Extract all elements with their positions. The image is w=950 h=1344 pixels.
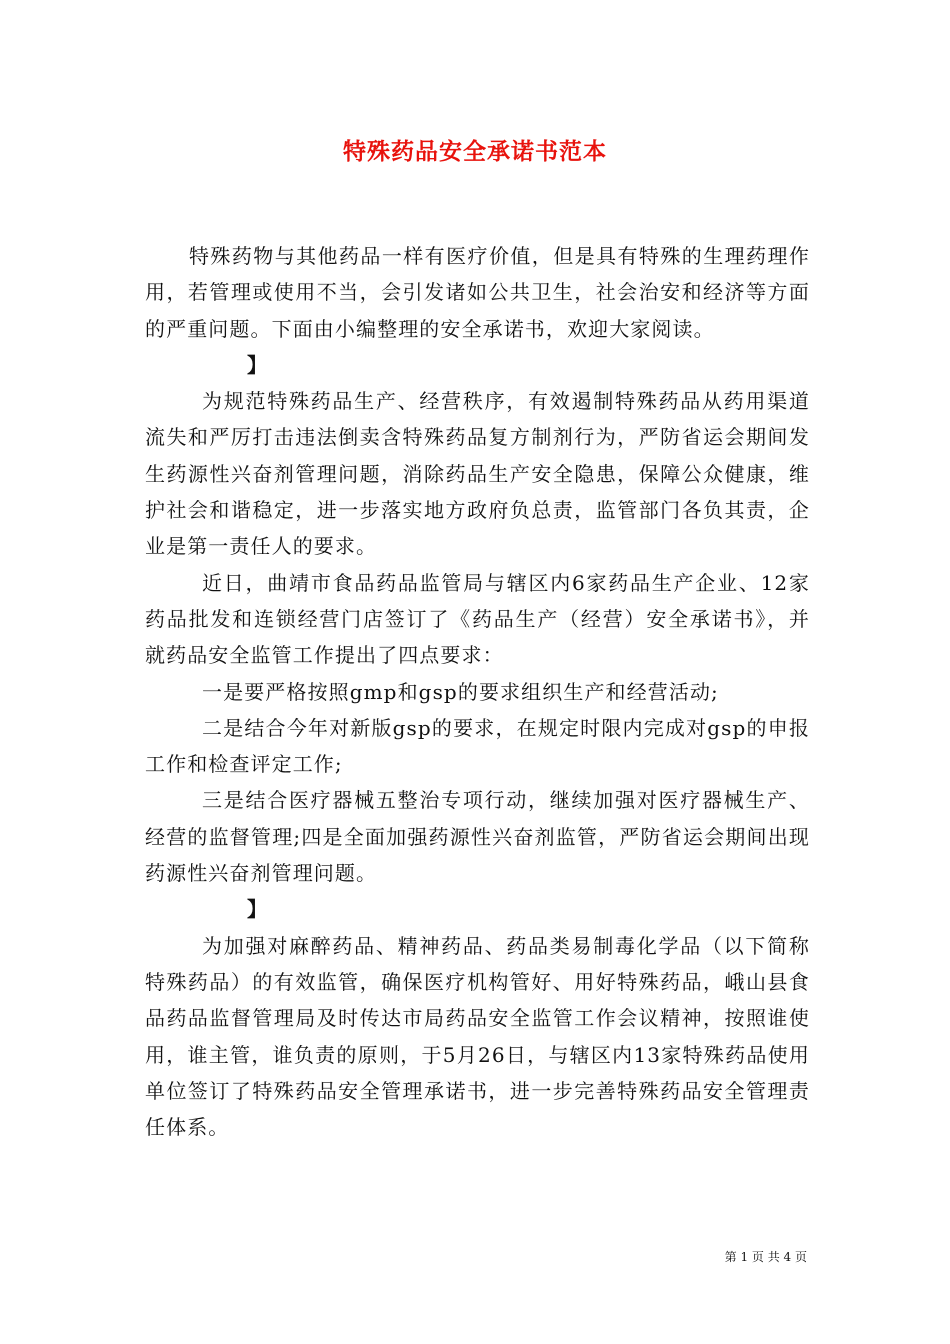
section2-paragraph-1: 为加强对麻醉药品、精神药品、药品类易制毒化学品（以下简称特殊药品）的有效监管，确保医疗机构管好、用好特殊药品，峨山县食品药品监督管理局及时传达市局药品安全监管工作会议精神，按照谁使用，谁主管，谁负责的原则，于5月26日，与辖区内13家特殊药品使用单位签订了特殊药品安全管理承诺书，进一步完善特殊药品安全管理责任体系。: [145, 933, 810, 1140]
section1-paragraph-5: 三是结合医疗器械五整治专项行动，继续加强对医疗器械生产、经营的监督管理;四是全面加强药源性兴奋剂监管，严防省运会期间出现药源性兴奋剂管理问题。: [145, 788, 810, 886]
document-title: 特殊药品安全承诺书范本: [343, 138, 607, 165]
section-marker: 】: [247, 897, 269, 922]
document-body: [145, 238, 810, 1145]
section1-paragraph-3: 一是要严格按照gmp和gsp的要求组织生产和经营活动;: [202, 679, 719, 704]
section-marker: 】: [247, 352, 269, 377]
page-number: 第 1 页 共 4 页: [724, 1250, 807, 1264]
section1-paragraph-4: 二是结合今年对新版gsp的要求，在规定时限内完成对gsp的申报工作和检查评定工作;: [145, 715, 810, 777]
intro-paragraph: 特殊药物与其他药品一样有医疗价值，但是具有特殊的生理药理作用，若管理或使用不当，会引发诸如公共卫生，社会治安和经济等方面的严重问题。下面由小编整理的安全承诺书，欢迎大家阅读。: [145, 244, 810, 341]
section1-paragraph-2: 近日，曲靖市食品药品监管局与辖区内6家药品生产企业、12家药品批发和连锁经营门店签订了《药品生产（经营）安全承诺书》，并就药品安全监管工作提出了四点要求：: [145, 570, 810, 668]
section1-paragraph-1: 为规范特殊药品生产、经营秩序，有效遏制特殊药品从药用渠道流失和严厉打击违法倒卖含特殊药品复方制剂行为，严防省运会期间发生药源性兴奋剂管理问题，消除药品生产安全隐患，保障公众健康，维护社会和谐稳定，进一步落实地方政府负总责，监管部门各负其责，企业是第一责任人的要求。: [145, 389, 810, 559]
